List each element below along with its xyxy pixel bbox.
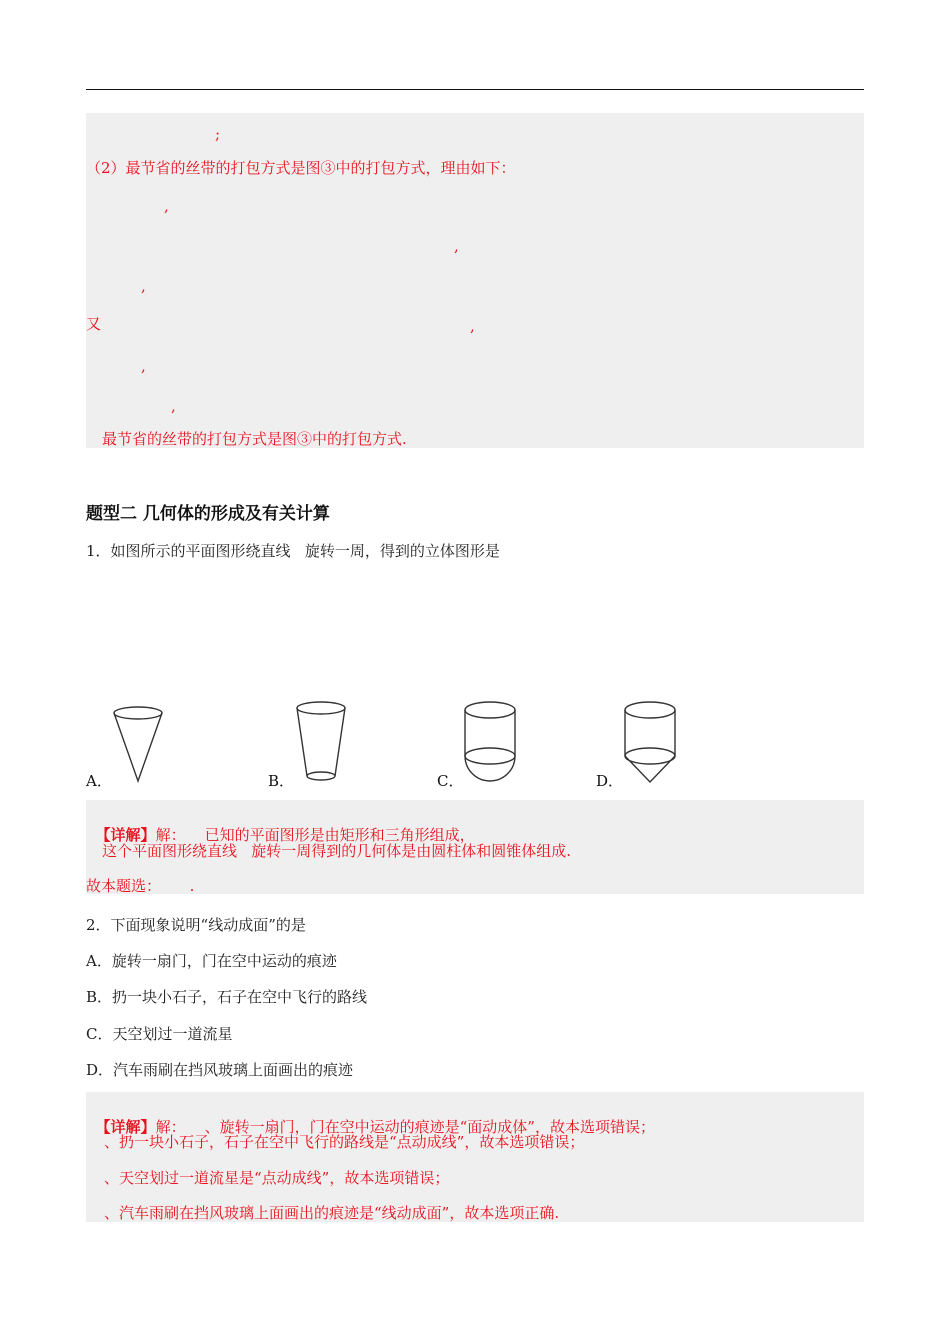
question-1-stem: 1．如图所示的平面图形绕直线 旋转一周，得到的立体图形是	[86, 542, 500, 560]
q2-option-d: D．汽车雨刷在挡风玻璃上面画出的痕迹	[86, 1061, 354, 1079]
answer-line: ,	[454, 237, 459, 255]
cylinder-hemisphere-icon	[460, 698, 522, 788]
q1-explanation-line1	[86, 805, 475, 845]
answer-line: ,	[470, 317, 475, 335]
q2-explanation-line4: 、汽车雨刷在挡风玻璃上面画出的痕迹是“线动成面”，故本选项正确.	[104, 1204, 560, 1222]
explanation-text: 解： 、旋转一扇门，门在空中运动的痕迹是“面动成体”，故本选项错误；	[155, 1118, 655, 1136]
option-c-label: C．	[437, 772, 464, 790]
question-2-stem: 2．下面现象说明“线动成面”的是	[86, 916, 306, 934]
option-a-label: A．	[86, 772, 112, 790]
q2-explanation-line3: 、天空划过一道流星是“点动成线”，故本选项错误；	[104, 1169, 450, 1187]
explanation-tag: 【详解】	[95, 826, 156, 844]
section-heading: 题型二 几何体的形成及有关计算	[86, 504, 330, 524]
q2-explanation-line1	[86, 1097, 655, 1137]
answer-line: ;	[215, 125, 221, 143]
q2-option-b: B．扔一块小石子，石子在空中飞行的路线	[86, 988, 368, 1006]
frustum-cup-icon	[292, 698, 352, 784]
q1-explanation-line3: 故本题选： .	[86, 877, 195, 895]
answer-line: ,	[141, 357, 146, 375]
answer-line: （2）最节省的丝带的打包方式是图③中的打包方式，理由如下：	[86, 159, 516, 177]
explanation-text: 解： 已知的平面图形是由矩形和三角形组成，	[155, 826, 475, 844]
answer-conclusion: 最节省的丝带的打包方式是图③中的打包方式.	[102, 430, 407, 448]
header-rule	[86, 89, 864, 90]
explanation-tag: 【详解】	[95, 1118, 156, 1136]
cone-icon	[110, 700, 170, 786]
q2-option-a: A．旋转一扇门，门在空中运动的痕迹	[86, 952, 337, 970]
answer-line: ,	[171, 397, 176, 415]
cylinder-cone-icon	[620, 698, 682, 788]
answer-line: ,	[141, 277, 146, 295]
q2-explanation-line2: 、扔一块小石子，石子在空中飞行的路线是“点动成线”，故本选项错误；	[104, 1133, 585, 1151]
option-b-label: B．	[268, 772, 295, 790]
answer-line: 又	[86, 315, 102, 333]
answer-line: ,	[164, 197, 169, 215]
q1-explanation-line2: 这个平面图形绕直线 旋转一周得到的几何体是由圆柱体和圆锥体组成.	[102, 842, 572, 860]
q2-option-c: C．天空划过一道流星	[86, 1025, 233, 1043]
option-d-label: D．	[596, 772, 624, 790]
